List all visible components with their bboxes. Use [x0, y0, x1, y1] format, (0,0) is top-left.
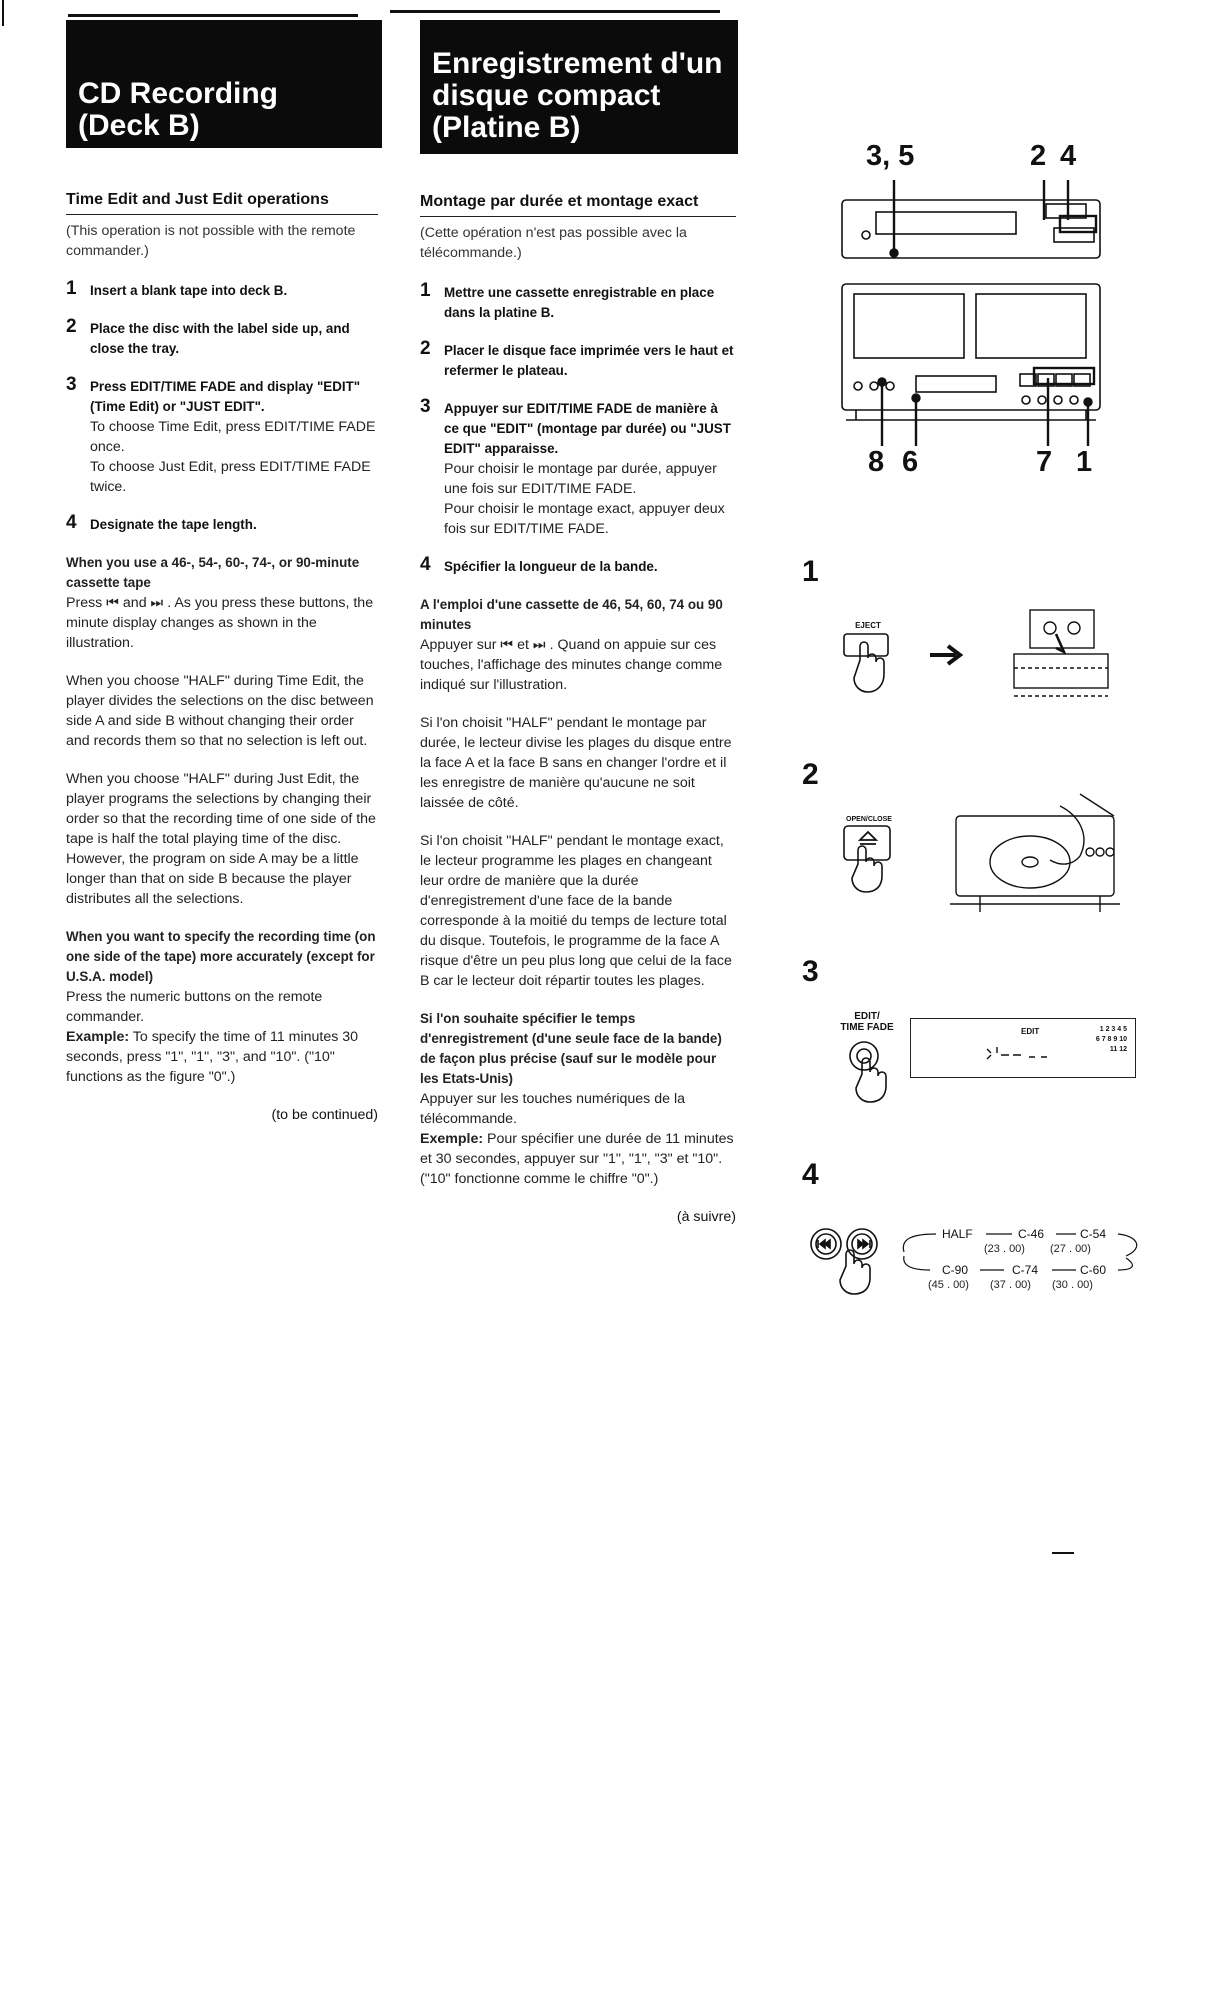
- step-detail: Pour choisir le montage par durée, appuyer une fois sur EDIT/TIME FADE.: [444, 461, 717, 497]
- english-cassette-section: [66, 553, 378, 653]
- callout-6: 6: [902, 446, 919, 478]
- step-number: 3: [420, 396, 431, 417]
- english-step-1: [66, 278, 378, 301]
- step-number: 4: [66, 512, 77, 533]
- edit-label-line-1: EDIT/: [854, 1011, 880, 1022]
- tape-seq-c60: C-60: [1080, 1263, 1107, 1277]
- french-specify-text: Appuyer sur les touches numériques de la télécommande.: [420, 1091, 685, 1127]
- english-title-line-1: CD Recording: [78, 77, 279, 110]
- edit-label-line-2: TIME FADE: [840, 1022, 894, 1033]
- track-grid-row-1: 1 2 3 4 5: [1099, 1026, 1127, 1033]
- french-column: [420, 192, 736, 1227]
- english-half-just-edit: When you choose "HALF" during Just Edit, the player programs the selections by changing their order so that the recording time of one side of the tape is half the total playing time of the disc. However, the program on side A may be a little longer than that on side B because the player distributes all the selections.: [66, 771, 376, 907]
- track-grid-row-2: 6 7 8 9 10: [1095, 1036, 1127, 1043]
- example-text: Pour spécifier une durée de 11 minutes et 30 secondes, appuyer sur "1", "1", "3" et "10". ("10" fonctionne comme le chiffre "0".): [420, 1131, 734, 1187]
- step-title: Press EDIT/TIME FADE and display "EDIT" (Time Edit) or "JUST EDIT".: [90, 379, 361, 414]
- step-number: 3: [66, 374, 77, 395]
- step-number: 1: [66, 278, 77, 299]
- step-number: 1: [420, 280, 431, 301]
- figure-step-2: 2: [802, 758, 819, 791]
- tape-seq-c90-time: (45 . 00): [928, 1279, 969, 1291]
- tape-seq-c46: C-46: [1018, 1227, 1045, 1241]
- example-label: Exemple:: [420, 1131, 484, 1147]
- figure-step-3: 3: [802, 955, 819, 988]
- top-rule-right: [390, 10, 720, 13]
- openclose-label: OPEN/CLOSE: [846, 816, 892, 823]
- english-title-block: [66, 20, 382, 148]
- edit-button-press-illustration: [842, 1038, 898, 1108]
- french-cassette-section: [420, 595, 736, 695]
- french-step-1: [420, 280, 736, 323]
- tape-seq-c54: C-54: [1080, 1227, 1107, 1241]
- english-cassette-text: Press ⏮ and ⏭ . As you press these buttons, the minute display changes as shown in the illustration.: [66, 595, 374, 651]
- skip-buttons-press-illustration: [806, 1222, 890, 1298]
- english-title-line-2: (Deck B): [78, 109, 200, 142]
- step-title: Appuyer sur EDIT/TIME FADE de manière à ce que "EDIT" (montage par durée) ou "JUST EDIT" apparaisse.: [444, 401, 731, 456]
- edit-display-panel: [910, 1018, 1136, 1078]
- english-cassette-heading: When you use a 46-, 54-, 60-, 74-, or 90-minute cassette tape: [66, 555, 360, 590]
- french-step-4: [420, 554, 736, 577]
- step-detail: To choose Time Edit, press EDIT/TIME FADE once.: [90, 419, 376, 455]
- step-title: Place the disc with the label side up, and close the tray.: [90, 321, 350, 356]
- step-detail-2: To choose Just Edit, press EDIT/TIME FADE twice.: [90, 459, 371, 495]
- french-cassette-heading: A l'emploi d'une cassette de 46, 54, 60, 74 ou 90 minutes: [420, 597, 723, 632]
- tape-seq-half: HALF: [942, 1227, 973, 1241]
- tape-seq-c74-time: (37 . 00): [990, 1279, 1031, 1291]
- callout-7: 7: [1036, 446, 1053, 478]
- step-detail-2: Pour choisir le montage exact, appuyer deux fois sur EDIT/TIME FADE.: [444, 501, 725, 537]
- english-note: (This operation is not possible with the remote commander.): [66, 223, 356, 259]
- french-specify-section: [420, 1009, 736, 1189]
- page-mark-left: [2, 0, 4, 26]
- step-title: Placer le disque face imprimée vers le haut et refermer le plateau.: [444, 343, 734, 378]
- figure-step-4: 4: [802, 1158, 819, 1191]
- deck-tape-insert-illustration: [1010, 604, 1110, 704]
- openclose-button-press-illustration: [836, 824, 900, 894]
- english-half-time-edit: When you choose "HALF" during Time Edit, the player divides the selections on the disc between side A and side B without changing their order and records them so that no selection is left out.: [66, 673, 374, 749]
- english-specify-section: [66, 927, 378, 1087]
- french-title-line-1: Enregistrement d'un: [432, 47, 723, 80]
- display-track-grid: [1061, 1025, 1127, 1055]
- figure-step-1: 1: [802, 555, 819, 588]
- eject-button-press-illustration: [838, 630, 898, 700]
- step-number: 2: [420, 338, 431, 359]
- french-cassette-text: Appuyer sur ⏮ et ⏭ . Quand on appuie sur ces touches, l'affichage des minutes change comme indiqué sur l'illustration.: [420, 637, 723, 693]
- step-title: Designate the tape length.: [90, 517, 257, 532]
- french-specify-heading: Si l'on souhaite spécifier le temps d'enregistrement (d'une seule face de la bande) de façon plus précise (sauf sur le modèle pour les Etats-Unis): [420, 1011, 722, 1086]
- step-title: Insert a blank tape into deck B.: [90, 283, 288, 298]
- french-subtitle: Montage par durée et montage exact: [420, 192, 736, 217]
- french-half-just-edit: Si l'on choisit "HALF" pendant le montage exact, le lecteur programme les plages en changeant leur ordre de manière que la durée d'enregistrement d'une face de la bande corresponde à la moitié du temps de lecture total du disque. Toutefois, le programme de la face A risque d'être un peu plus long que celui de la face B car le lecteur doit répartir toutes les plages.: [420, 833, 732, 989]
- french-step-2: [420, 338, 736, 381]
- french-title-block: [420, 20, 738, 154]
- step-number: 2: [66, 316, 77, 337]
- display-edit-indicator: EDIT: [1021, 1027, 1040, 1036]
- tape-seq-c74: C-74: [1012, 1263, 1039, 1277]
- english-step-2: [66, 316, 378, 359]
- top-rule-left: [68, 14, 358, 17]
- french-step-3: [420, 396, 736, 539]
- callout-3-5: 3, 5: [866, 140, 915, 172]
- callout-1: 1: [1076, 446, 1093, 478]
- french-continued: (à suivre): [676, 1209, 736, 1225]
- french-example: [420, 1129, 736, 1189]
- page-mark-bottom: [1052, 1552, 1074, 1554]
- step-title: Spécifier la longueur de la bande.: [444, 559, 658, 574]
- english-subtitle: Time Edit and Just Edit operations: [66, 190, 378, 215]
- cd-tray-disc-illustration: [950, 786, 1120, 916]
- callout-8: 8: [868, 446, 885, 478]
- step-number: 4: [420, 554, 431, 575]
- tape-seq-c60-time: (30 . 00): [1052, 1279, 1093, 1291]
- example-label: Example:: [66, 1029, 130, 1045]
- tape-seq-c54-time: (27 . 00): [1050, 1243, 1091, 1255]
- stereo-unit-illustration: [836, 180, 1106, 450]
- blinking-segment-icon: [983, 1045, 1063, 1065]
- english-column: [66, 190, 378, 1125]
- callout-4: 4: [1060, 140, 1077, 172]
- english-example: [66, 1027, 378, 1087]
- arrow-right-icon: [928, 642, 968, 668]
- example-text: To specify the time of 11 minutes 30 seconds, press "1", "1", "3", and "10". ("10" functions as the figure "0".): [66, 1029, 359, 1085]
- english-specify-heading: When you want to specify the recording time (on one side of the tape) more accurately (except for U.S.A. model): [66, 929, 376, 984]
- english-step-3: [66, 374, 378, 497]
- callout-2: 2: [1030, 140, 1047, 172]
- french-title-line-3: (Platine B): [432, 111, 581, 144]
- step-title: Mettre une cassette enregistrable en place dans la platine B.: [444, 285, 715, 320]
- eject-label: EJECT: [855, 621, 881, 630]
- tape-seq-c46-time: (23 . 00): [984, 1243, 1025, 1255]
- track-grid-row-3: 11 12: [1109, 1046, 1127, 1053]
- edit-time-fade-label: [822, 1011, 912, 1033]
- english-continued: (to be continued): [271, 1107, 378, 1123]
- english-specify-text: Press the numeric buttons on the remote commander.: [66, 989, 323, 1025]
- french-note: (Cette opération n'est pas possible avec la télécommande.): [420, 225, 687, 261]
- tape-seq-c90: C-90: [942, 1263, 969, 1277]
- english-step-4: [66, 512, 378, 535]
- french-half-time-edit: Si l'on choisit "HALF" pendant le montage par durée, le lecteur divise les plages du disque entre la face A et la face B sans en changer l'ordre et il les enregistre de manière qu'aucune ne soit laissée de côté.: [420, 715, 732, 811]
- french-title-line-2: disque compact: [432, 79, 661, 112]
